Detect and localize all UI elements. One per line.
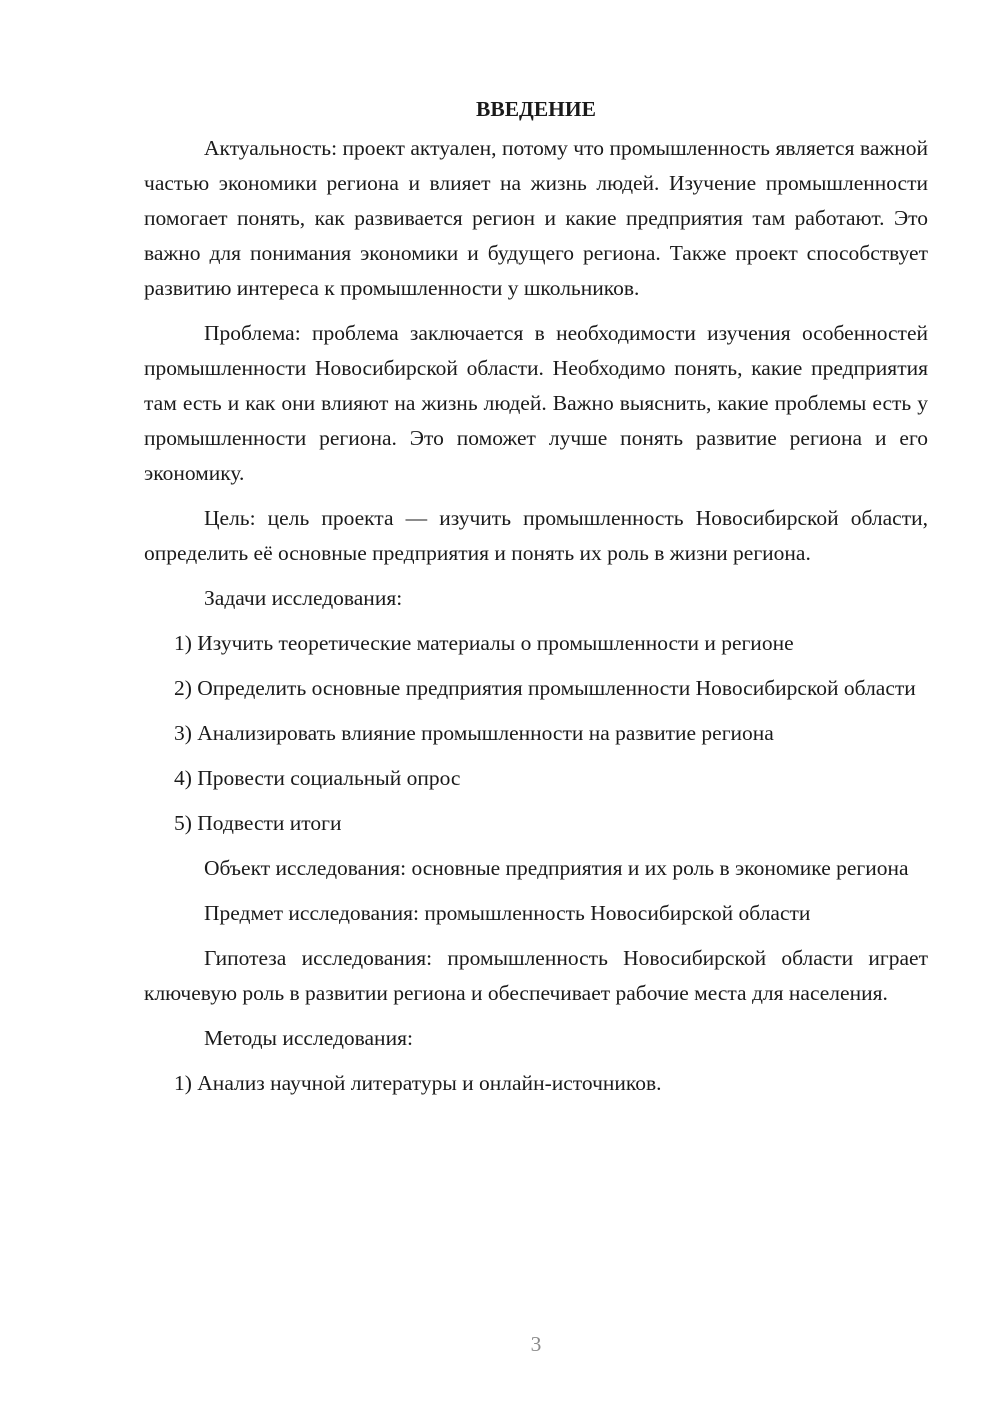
paragraph-relevance: Актуальность: проект актуален, потому что промышленность является важной частью экономики региона и влияет на жизнь людей. Изучение промышленности помогает понять, как развивается регион и какие предприятия там работают. Это важно для понимания экономики и будущего региона. Также проект способствует развитию интереса к промышленности у школьников. [144, 136, 928, 300]
paragraph-methods-heading: Методы исследования: [204, 1026, 413, 1050]
paragraph-goal: Цель: цель проекта — изучить промышленность Новосибирской области, определить её основные предприятия и понять их роль в жизни региона. [144, 506, 928, 565]
paragraph-hypothesis: Гипотеза исследования: промышленность Новосибирской области играет ключевую роль в развитии региона и обеспечивает рабочие места для населения. [144, 946, 928, 1005]
paragraph-subject: Предмет исследования: промышленность Новосибирской области [204, 901, 811, 925]
page-content [144, 92, 928, 1111]
section-title: ВВЕДЕНИЕ [476, 97, 596, 121]
list-item-task-2: 2) Определить основные предприятия промышленности Новосибирской области [174, 676, 916, 700]
paragraph-object: Объект исследования: основные предприятия и их роль в экономике региона [204, 856, 909, 880]
paragraph-tasks-heading: Задачи исследования: [204, 586, 403, 610]
list-item-task-4: 4) Провести социальный опрос [174, 766, 461, 790]
paragraph-problem: Проблема: проблема заключается в необходимости изучения особенностей промышленности Новосибирской области. Необходимо понять, какие предприятия там есть и как они влияют на жизнь людей. Важно выяснить, какие проблемы есть у промышленности региона. Это поможет лучше понять развитие региона и его экономику. [144, 321, 928, 485]
list-item-method-1: 1) Анализ научной литературы и онлайн-источников. [174, 1071, 662, 1095]
page-number: 3 [530, 1332, 542, 1356]
list-item-task-1: 1) Изучить теоретические материалы о промышленности и регионе [174, 631, 794, 655]
list-item-task-3: 3) Анализировать влияние промышленности на развитие региона [174, 721, 774, 745]
list-item-task-5: 5) Подвести итоги [174, 811, 342, 835]
